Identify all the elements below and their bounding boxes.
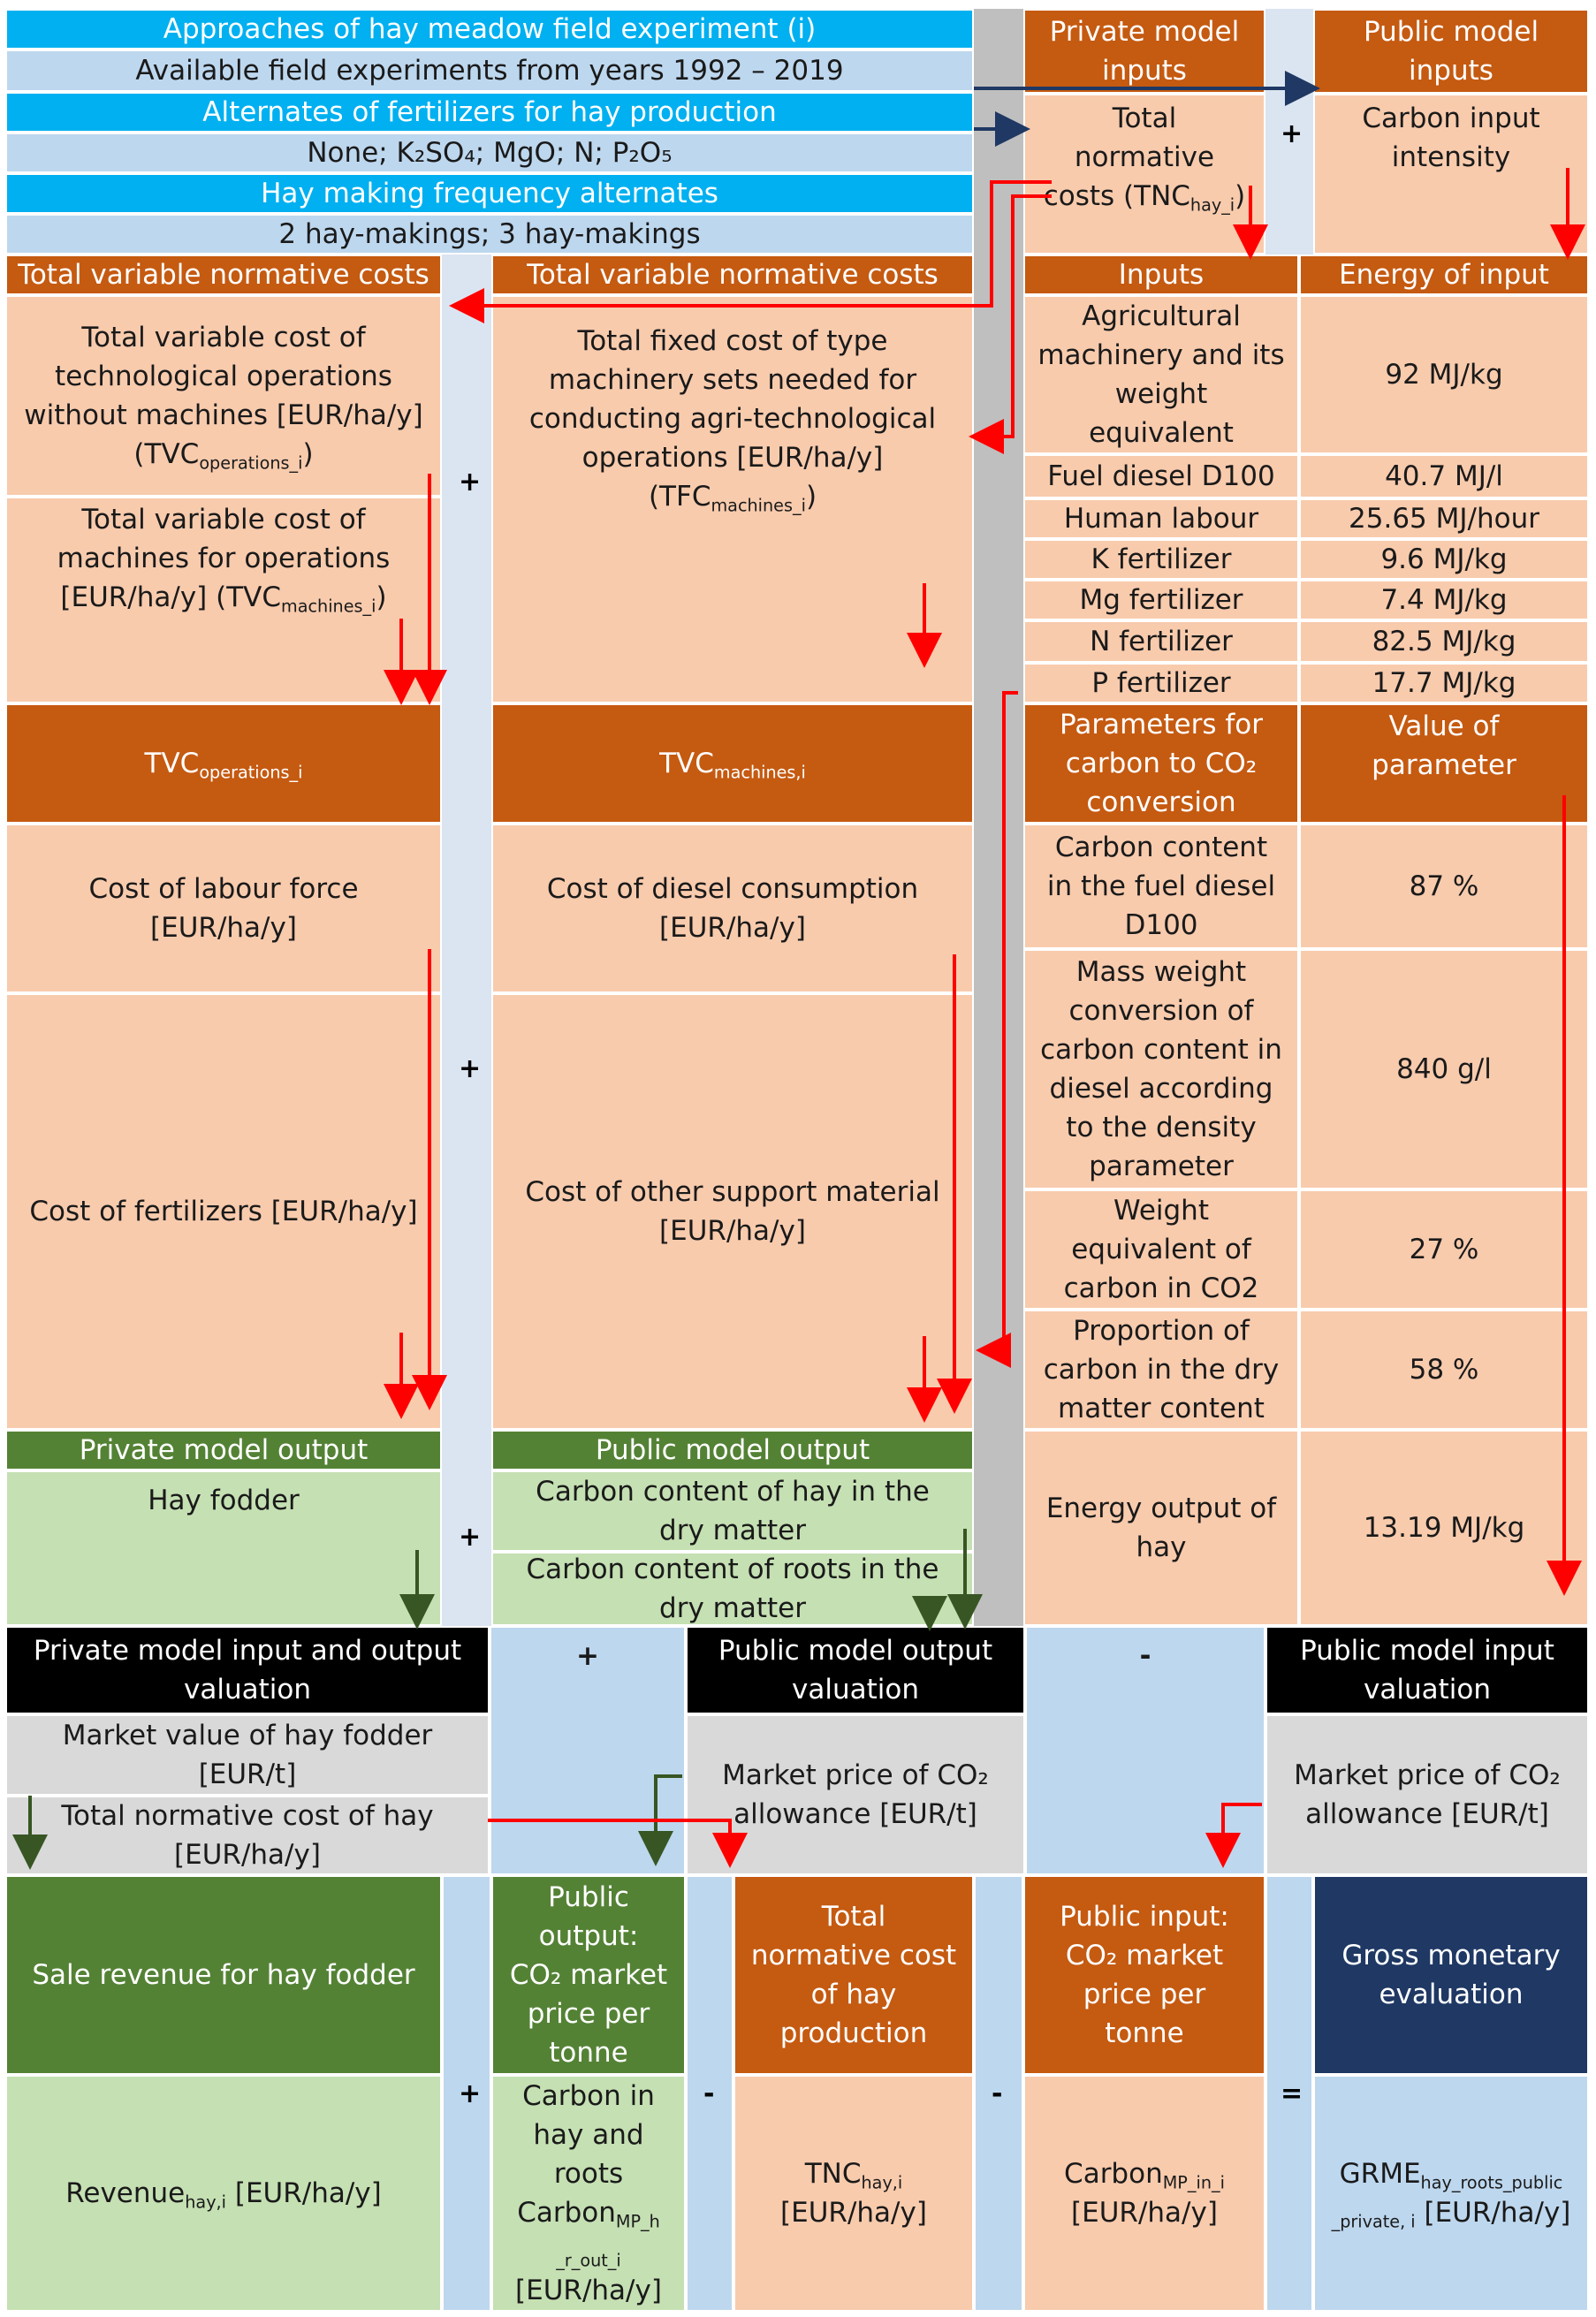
equals-operator-result: = [1281,2078,1303,2109]
red-arrow-energy-to-costs [990,693,1018,1350]
fertilizer-alternates-title: Alternates of fertilizers for hay production [5,92,974,133]
carbon-roots-text: Carbon in hay and roots Carbon [517,2079,655,2229]
energy-input-label: P fertilizer [1023,663,1299,703]
tvc-operations-cell: Total variable cost of technological operations without machines [EUR/ha/y] $(TVC_{operations\_i})$ [5,295,442,497]
tnc-text-end: ) [1235,180,1246,213]
sale-revenue-header: Sale revenue for hay fodder [5,1875,442,2075]
carbon-in-unit: [EUR/ha/y] [1071,2197,1218,2229]
tvnc-mid-header: Total variable normative costs [491,254,974,295]
parameter-label: Energy output of hay [1023,1430,1299,1626]
energy-input-label: N fertilizer [1023,620,1299,663]
parameter-label: Proportion of carbon in the dry matter content [1023,1310,1299,1430]
tnc-result-unit: [EUR/ha/y] [780,2197,927,2229]
parameter-value: 13.19 MJ/kg [1299,1430,1589,1626]
years-text: Available field experiments from years 1992 – 2019 [5,49,974,92]
tnc-text: Total normative costs (TNC [1043,103,1215,213]
carbon-in-text: Carbon [1064,2157,1163,2190]
tvc-operations-text: Total variable cost of technological operations without machines [EUR/ha/y] (TVC [24,321,423,471]
tvc-operations-subscript: operations_i [199,452,303,474]
energy-input-value: 17.7 MJ/kg [1299,663,1589,703]
grme-unit: [EUR/ha/y] [1415,2197,1571,2229]
carbon-roots-subscript: MP_h _r_out_i [556,2211,660,2271]
energy-input-value: 92 MJ/kg [1299,295,1589,454]
inputs-header: Inputs [1023,254,1299,295]
cost-of-labour-cell: Cost of labour force [EUR/ha/y] [5,824,442,993]
tfc-text: Total fixed cost of type machinery sets needed for conducting agri-technological operations [EUR/ha/y] (TFC [528,325,937,513]
cost-of-diesel-cell: Cost of diesel consumption [EUR/ha/y] [491,824,974,993]
energy-input-label: Fuel diesel D100 [1023,454,1299,498]
tnc-result-subscript: hay,i [861,2172,903,2193]
tvc-ops-head-text: TVC [144,747,200,779]
carbon-input-intensity-cell: Carbon input intensity [1313,94,1589,254]
co2-input-price-cell: Market price of CO₂ allowance [EUR/t] [1265,1714,1589,1875]
minus-operator-result-1: - [703,2078,715,2109]
red-arrow-co2-input [1223,1804,1262,1854]
parameter-value: 58 % [1299,1310,1589,1430]
public-output-header: Public output: CO₂ market price per tonne [491,1875,686,2075]
plus-operator-costs: + [459,467,482,498]
approaches-title: Approaches of hay meadow field experiment (i) [5,9,974,49]
tfc-machines-cell: Total fixed cost of type machinery sets needed for conducting agri-technological operations [EUR/ha/y] $(TFC_{machines\_i})$ [491,295,974,703]
carbon-in-subscript: MP_in_i [1162,2172,1225,2193]
carbon-hay-cell: Carbon content of hay in the dry matter [491,1470,974,1552]
parameter-value: 27 % [1299,1189,1589,1310]
revenue-text: Revenue [65,2176,186,2209]
value-of-parameter-header: Value of parameter [1299,703,1589,824]
grme-text: GRME [1339,2157,1421,2190]
parameters-header: Parameters for carbon to CO₂ conversion [1023,703,1299,824]
tvnc-left-header: Total variable normative costs [5,254,442,295]
energy-input-value: 82.5 MJ/kg [1299,620,1589,663]
tnc-subscript: hay_i [1189,194,1235,216]
red-arrow-tnc-hay-to-production [488,1820,730,1854]
plus-operator-top: + [1281,118,1303,149]
tvc-machines-subscript: machines_i [281,596,376,617]
public-model-output-header: Public model output [491,1430,974,1470]
revenue-subscript: hay,i [185,2192,226,2213]
tnc-result-text: TNC [804,2157,862,2190]
tvc-ops-head-sub: operations_i [199,762,303,783]
tfc-subscript: machines_i [711,495,806,516]
green-arrow-co2-output [656,1776,682,1852]
public-output-valuation-header: Public model output valuation [686,1626,1025,1714]
gross-monetary-evaluation-header: Gross monetary evaluation [1313,1875,1589,2075]
energy-input-value: 25.65 MJ/hour [1299,498,1589,539]
plus-operator-valuation: + [576,1640,599,1672]
tvc-mach-head-text: TVC [659,747,714,779]
minus-operator-result-2: - [992,2078,1003,2109]
public-input-valuation-header: Public model input valuation [1265,1626,1589,1714]
energy-input-value: 7.4 MJ/kg [1299,580,1589,620]
energy-input-label: Mg fertilizer [1023,580,1299,620]
energy-input-label: Human labour [1023,498,1299,539]
public-input-header: Public input: CO₂ market price per tonne [1023,1875,1265,2075]
private-model-output-header: Private model output [5,1430,442,1470]
hay-making-frequency-list: 2 hay-makings; 3 hay-makings [5,214,974,254]
energy-input-label: Agricultural machinery and its weight equivalent [1023,295,1299,454]
parameter-value: 840 g/l [1299,949,1589,1189]
parameter-label: Carbon content in the fuel diesel D100 [1023,824,1299,949]
hay-making-frequency-title: Hay making frequency alternates [5,173,974,214]
plus-operator-result: + [459,2078,482,2109]
tnc-hay-valuation-cell: Total normative cost of hay [EUR/ha/y] [5,1796,490,1875]
minus-operator-valuation: - [1139,1640,1151,1672]
red-arrow-tnc-to-tvnc [463,182,1052,306]
tnc-production-header: Total normative cost of hay production [733,1875,974,2075]
energy-input-value: 40.7 MJ/l [1299,454,1589,498]
private-model-inputs-header: Private model inputs [1023,9,1265,94]
cost-of-other-material-cell: Cost of other support material [EUR/ha/y] [491,993,974,1430]
energy-input-value: 9.6 MJ/kg [1299,539,1589,580]
parameter-label: Mass weight conversion of carbon content in diesel according to the density parameter [1023,949,1299,1189]
revenue-unit: [EUR/ha/y] [226,2176,382,2209]
public-model-inputs-header: Public model inputs [1313,9,1589,94]
energy-input-label: K fertilizer [1023,539,1299,580]
private-valuation-header: Private model input and output valuation [5,1626,490,1714]
carbon-roots-unit: [EUR/ha/y] [515,2275,662,2307]
grme-subscript: hay_roots_public _private, i [1331,2172,1563,2232]
market-value-hay-cell: Market value of hay fodder [EUR/t] [5,1714,490,1796]
co2-output-price-cell: Market price of CO₂ allowance [EUR/t] [686,1714,1025,1875]
plus-operator-outputs: + [459,1522,482,1553]
plus-operator-costs-2: + [459,1053,482,1084]
tvc-mach-head-sub: machines,i [713,762,806,783]
cost-of-fertilizers-cell: Cost of fertilizers [EUR/ha/y] [5,993,442,1430]
parameter-label: Weight equivalent of carbon in CO2 [1023,1189,1299,1310]
carbon-roots-cell: Carbon content of roots in the dry matter [491,1552,974,1626]
fertilizer-alternates-list: None; K₂SO₄; MgO; N; P₂O₅ [5,133,974,173]
parameter-value: 87 % [1299,824,1589,949]
hay-fodder-cell: Hay fodder [5,1470,442,1626]
energy-of-input-header: Energy of input [1299,254,1589,295]
tvc-machines-cell: Total variable cost of machines for operations [EUR/ha/y] $(TVC_{machines\_i})$ [5,497,442,703]
tvc-machines-text: Total variable cost of machines for operations [EUR/ha/y] (TVC [57,504,391,614]
